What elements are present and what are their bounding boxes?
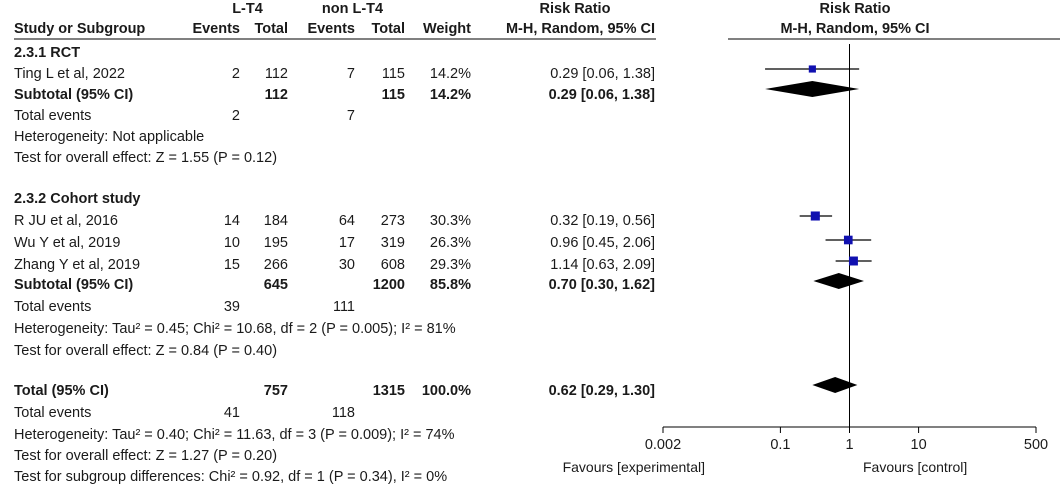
study-name: R JU et al, 2016 (14, 213, 118, 229)
risk-ratio-left-header: Risk Ratio (539, 1, 611, 17)
subtotal-weight: 85.8% (429, 277, 471, 293)
study-weight: 29.3% (429, 257, 471, 273)
study-events2: 7 (346, 66, 355, 82)
subtotal-label: Subtotal (95% CI) (14, 87, 134, 103)
subtotal-ci: 0.29 [0.06, 1.38] (548, 87, 655, 103)
study-events2: 64 (338, 213, 355, 229)
study-column-header: Study or Subgroup (14, 21, 146, 37)
study-ci: 0.29 [0.06, 1.38] (550, 66, 655, 82)
x-axis-tick-label: 0.002 (644, 437, 682, 453)
study-ci: 0.96 [0.45, 2.06] (550, 235, 655, 251)
study-events1: 2 (231, 66, 240, 82)
group1-header: L-T4 (232, 1, 263, 17)
total-events-1: 39 (223, 299, 240, 315)
pooled-diamond (812, 377, 857, 393)
study-total2: 115 (381, 66, 405, 82)
x-axis-tick-label: 10 (910, 437, 927, 453)
overall-total1: 757 (263, 383, 288, 399)
study-weight: 30.3% (429, 213, 471, 229)
group2-header: non L-T4 (321, 1, 384, 17)
subtotal-label: Subtotal (95% CI) (14, 277, 134, 293)
total-events-label: Total events (14, 108, 92, 124)
study-marker (849, 257, 858, 266)
study-events2: 17 (338, 235, 355, 251)
total-events-1: 2 (231, 108, 240, 124)
study-ci: 0.32 [0.19, 0.56] (550, 213, 655, 229)
study-events1: 10 (223, 235, 240, 251)
total-events-2: 111 (332, 299, 355, 315)
method-right-header: M-H, Random, 95% CI (780, 21, 930, 37)
subgroup-title: 2.3.1 RCT (14, 45, 81, 61)
subtotal-total2: 115 (381, 87, 405, 103)
subgroup-differences-text: Test for subgroup differences: Chi² = 0.92, df = 1 (P = 0.34), I² = 0% (14, 469, 448, 485)
events1-header: Events (192, 21, 240, 37)
favours-left-label: Favours [experimental] (562, 459, 705, 475)
study-total2: 608 (380, 257, 405, 273)
x-axis-tick-label: 500 (1023, 437, 1049, 453)
study-marker (809, 65, 816, 72)
total-events-2: 7 (346, 108, 355, 124)
study-marker (844, 236, 853, 245)
overall-effect-text: Test for overall effect: Z = 0.84 (P = 0.40) (14, 343, 278, 359)
overall-label: Total (95% CI) (14, 383, 109, 399)
study-events2: 30 (338, 257, 355, 273)
study-ci: 1.14 [0.63, 2.09] (550, 257, 655, 273)
total1-header: Total (254, 21, 288, 37)
total-events-label: Total events (14, 405, 92, 421)
study-marker (811, 211, 820, 220)
study-name: Zhang Y et al, 2019 (14, 257, 141, 273)
subgroup-title: 2.3.2 Cohort study (14, 191, 141, 207)
x-axis-tick-label: 1 (845, 437, 854, 453)
total-events-label: Total events (14, 299, 92, 315)
heterogeneity-text: Heterogeneity: Tau² = 0.45; Chi² = 10.68, df = 2 (P = 0.005); I² = 81% (14, 321, 456, 337)
study-total1: 112 (264, 66, 288, 82)
study-events1: 14 (223, 213, 240, 229)
total-events-1: 41 (223, 405, 240, 421)
overall-effect-text: Test for overall effect: Z = 1.27 (P = 0.20) (14, 448, 278, 464)
study-total1: 195 (263, 235, 288, 251)
subtotal-total2: 1200 (372, 277, 405, 293)
study-total2: 319 (380, 235, 405, 251)
total2-header: Total (371, 21, 405, 37)
total-events-2: 118 (331, 405, 355, 421)
overall-effect-text: Test for overall effect: Z = 1.55 (P = 0.12) (14, 150, 278, 166)
subtotal-weight: 14.2% (429, 87, 471, 103)
study-events1: 15 (223, 257, 240, 273)
overall-total2: 1315 (372, 383, 405, 399)
pooled-diamond (765, 81, 859, 97)
study-name: Ting L et al, 2022 (14, 66, 125, 82)
subtotal-total1: 645 (263, 277, 288, 293)
study-total1: 184 (263, 213, 288, 229)
weight-header: Weight (422, 21, 471, 37)
events2-header: Events (307, 21, 355, 37)
overall-weight: 100.0% (421, 383, 471, 399)
risk-ratio-right-header: Risk Ratio (819, 1, 891, 17)
subtotal-total1: 112 (264, 87, 288, 103)
study-weight: 14.2% (429, 66, 471, 82)
study-weight: 26.3% (429, 235, 471, 251)
favours-right-label: Favours [control] (863, 459, 968, 475)
pooled-diamond (813, 273, 864, 289)
overall-ci: 0.62 [0.29, 1.30] (548, 383, 655, 399)
study-total1: 266 (263, 257, 288, 273)
study-name: Wu Y et al, 2019 (14, 235, 121, 251)
heterogeneity-text: Heterogeneity: Tau² = 0.40; Chi² = 11.63, df = 3 (P = 0.009); I² = 74% (14, 427, 455, 443)
heterogeneity-text: Heterogeneity: Not applicable (14, 129, 205, 145)
method-left-header: M-H, Random, 95% CI (505, 21, 655, 37)
subtotal-ci: 0.70 [0.30, 1.62] (548, 277, 655, 293)
x-axis-tick-label: 0.1 (770, 437, 791, 453)
study-total2: 273 (380, 213, 405, 229)
